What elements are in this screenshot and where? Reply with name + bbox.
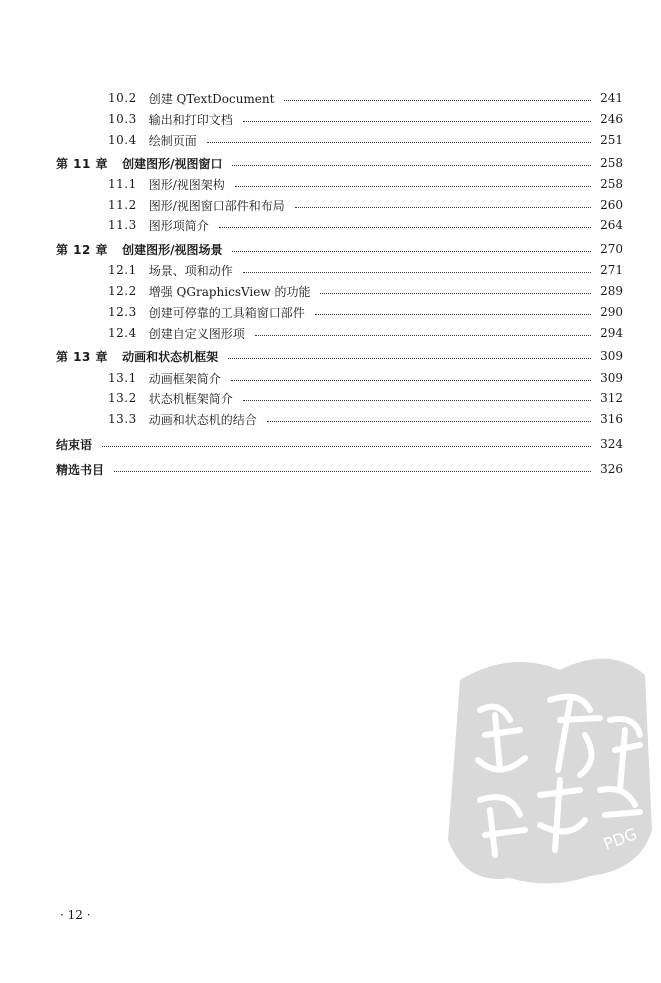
toc-entry-title: 图形项简介 bbox=[148, 218, 209, 233]
dot-leader bbox=[232, 165, 591, 166]
toc-entry-page: 290 bbox=[600, 305, 623, 319]
toc-entry-page: 294 bbox=[600, 326, 623, 340]
toc-chapter[interactable] bbox=[56, 433, 623, 455]
dot-leader bbox=[243, 272, 591, 273]
toc-entry-title: 创建可停靠的工具箱窗口部件 bbox=[148, 305, 305, 320]
toc-entry-number: 13.3 bbox=[108, 412, 137, 426]
toc-entry[interactable] bbox=[108, 280, 623, 302]
toc-entry-title: 绘制页面 bbox=[148, 133, 197, 148]
toc-entry-title: 输出和打印文档 bbox=[148, 112, 233, 127]
toc-entry-page: 241 bbox=[600, 91, 623, 105]
toc-chapter[interactable] bbox=[56, 345, 623, 367]
toc-chapter-page: 270 bbox=[600, 242, 623, 256]
dot-leader bbox=[231, 380, 591, 381]
toc-entry[interactable] bbox=[108, 322, 623, 344]
toc-chapter-title: 创建图形/视图窗口 bbox=[122, 156, 223, 171]
dot-leader bbox=[295, 207, 591, 208]
toc-chapter-title: 精选书目 bbox=[56, 462, 105, 477]
toc-entry-page: 271 bbox=[600, 263, 623, 277]
toc-chapter-number: 第 11 章 bbox=[56, 156, 109, 171]
toc-entry[interactable] bbox=[108, 173, 623, 195]
toc-entry[interactable] bbox=[108, 129, 623, 151]
dot-leader bbox=[228, 358, 591, 359]
toc-entry-title: 创建自定义图形项 bbox=[148, 326, 245, 341]
toc-chapter-page: 324 bbox=[600, 437, 623, 451]
toc-entry-title: 图形/视图架构 bbox=[148, 177, 225, 192]
dot-leader bbox=[315, 314, 591, 315]
toc-entry[interactable] bbox=[108, 387, 623, 409]
toc-entry[interactable] bbox=[108, 367, 623, 389]
toc-chapter-number: 第 13 章 bbox=[56, 349, 109, 364]
page-number: · 12 · bbox=[60, 908, 91, 922]
toc-chapter[interactable] bbox=[56, 238, 623, 260]
toc-entry[interactable] bbox=[108, 194, 623, 216]
toc-chapter-title: 结束语 bbox=[56, 437, 93, 452]
dot-leader bbox=[235, 186, 591, 187]
toc-chapter[interactable] bbox=[56, 458, 623, 480]
dot-leader bbox=[243, 121, 591, 122]
toc-entry[interactable] bbox=[108, 408, 623, 430]
toc-entry-title: 动画和状态机的结合 bbox=[148, 412, 257, 427]
toc-entry-number: 11.2 bbox=[108, 198, 137, 212]
toc-chapter-title: 动画和状态机框架 bbox=[122, 349, 219, 364]
toc-entry-number: 12.2 bbox=[108, 284, 137, 298]
toc-entry-title: 场景、项和动作 bbox=[148, 263, 233, 278]
toc-chapter-page: 326 bbox=[600, 462, 623, 476]
toc-entry-page: 251 bbox=[600, 133, 623, 147]
toc-entry-title: 状态机框架简介 bbox=[148, 391, 233, 406]
dot-leader bbox=[102, 446, 591, 447]
toc-entry-page: 246 bbox=[600, 112, 623, 126]
toc-entry-number: 11.3 bbox=[108, 218, 137, 232]
toc-entry-number: 12.1 bbox=[108, 263, 137, 277]
toc-entry-title: 图形/视图窗口部件和布局 bbox=[148, 198, 285, 213]
dot-leader bbox=[219, 227, 591, 228]
toc-chapter-page: 258 bbox=[600, 156, 623, 170]
watermark-seal bbox=[440, 640, 656, 890]
seal-label: PDG bbox=[600, 824, 640, 854]
dot-leader bbox=[320, 293, 591, 294]
toc-entry[interactable] bbox=[108, 259, 623, 281]
toc-entry-page: 260 bbox=[600, 198, 623, 212]
toc-entry-page: 316 bbox=[600, 412, 623, 426]
toc-entry-page: 312 bbox=[600, 391, 623, 405]
toc-chapter-title: 创建图形/视图场景 bbox=[122, 242, 223, 257]
toc-entry-title: 增强 QGraphicsView 的功能 bbox=[148, 284, 311, 299]
dot-leader bbox=[114, 471, 591, 472]
toc-chapter-page: 309 bbox=[600, 349, 623, 363]
toc-entry-number: 13.2 bbox=[108, 391, 137, 405]
toc-entry-title: 创建 QTextDocument bbox=[148, 91, 275, 106]
dot-leader bbox=[243, 400, 591, 401]
toc-entry[interactable] bbox=[108, 87, 623, 109]
toc-entry[interactable] bbox=[108, 301, 623, 323]
toc-entry-number: 12.4 bbox=[108, 326, 137, 340]
toc-entry-number: 12.3 bbox=[108, 305, 137, 319]
toc-entry-page: 258 bbox=[600, 177, 623, 191]
toc-chapter[interactable] bbox=[56, 152, 623, 174]
toc-entry-page: 309 bbox=[600, 371, 623, 385]
dot-leader bbox=[255, 335, 591, 336]
dot-leader bbox=[267, 421, 591, 422]
toc-entry[interactable] bbox=[108, 214, 623, 236]
toc-entry-title: 动画框架简介 bbox=[148, 371, 221, 386]
toc-entry-number: 10.2 bbox=[108, 91, 137, 105]
dot-leader bbox=[232, 251, 591, 252]
toc-entry-number: 13.1 bbox=[108, 371, 137, 385]
toc-entry-number: 11.1 bbox=[108, 177, 137, 191]
toc-chapter-number: 第 12 章 bbox=[56, 242, 109, 257]
toc-entry-number: 10.4 bbox=[108, 133, 137, 147]
toc-entry-page: 264 bbox=[600, 218, 623, 232]
toc-entry-number: 10.3 bbox=[108, 112, 137, 126]
toc-entry-page: 289 bbox=[600, 284, 623, 298]
toc-entry[interactable] bbox=[108, 108, 623, 130]
dot-leader bbox=[284, 100, 591, 101]
dot-leader bbox=[207, 142, 591, 143]
